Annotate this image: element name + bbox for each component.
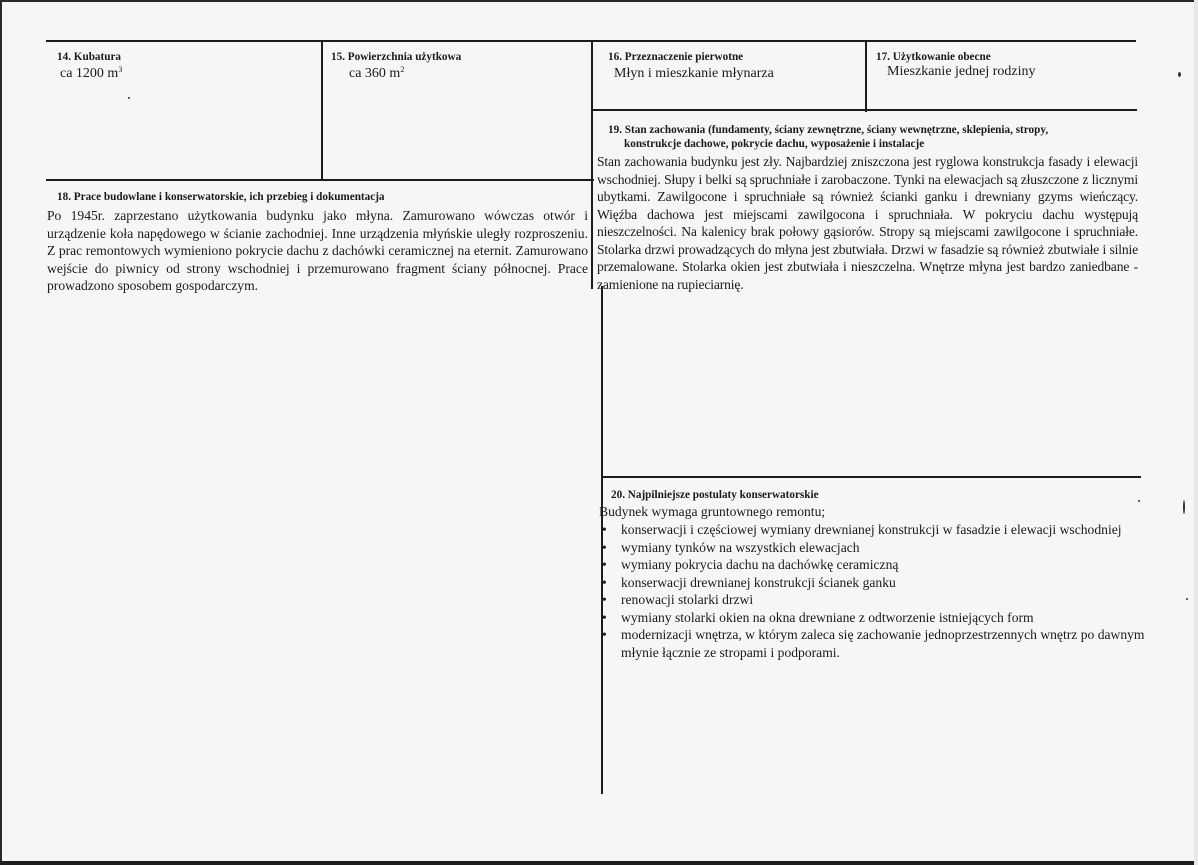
bullet-glyph: • bbox=[602, 592, 607, 607]
rule-divider-15-16 bbox=[591, 41, 593, 289]
field-19-label-line1: 19. Stan zachowania (fundamenty, ściany zewnętrzne, ściany wewnętrzne, sklepienia, stropy, bbox=[608, 124, 1049, 136]
bullet-glyph: • bbox=[602, 557, 607, 572]
scan-edge-top bbox=[0, 0, 1198, 2]
field-20-list bbox=[599, 521, 1149, 661]
scan-speck bbox=[1186, 598, 1188, 600]
field-19-text: Stan zachowania budynku jest zły. Najbardziej zniszczona jest ryglowa konstrukcja fasady i elewacji wschodniej. Słupy i belki są spruchniałe i zarobaczone. Tynki na elewacjach są złuszczone z licznymi ubytkami. Zawilgocone i spruchniałe są również ścianki ganku i drewniany gzyms wieńczący. Więźba dachowa jest miejscami zawilgocona i spruchniała. W pokryciu dachu występują nieszczelności. Na kalenicy brak połowy gąsiorów. Stropy są miejscami zawilgocone i spruchniałe. Stolarka drzwi prowadzących do młyna jest zbutwiała. Drzwi w fasadzie są również zbutwiałe i silnie przemalowane. Stolarka okien jest zbutwiała i nieszczelna. Wnętrze młyna jest bardzo zaniedbane - zamienione na rupieciarnię. bbox=[597, 154, 1138, 292]
list-item-text: modernizacji wnętrza, w którym zaleca się zachowanie jednoprzestrzennych wnętrz po dawnym młynie łącznie ze stropami i podporami. bbox=[621, 627, 1145, 660]
field-17-label: 17. Użytkowanie obecne bbox=[876, 51, 991, 63]
field-18-label: 18. Prace budowlane i konserwatorskie, ich przebieg i dokumentacja bbox=[57, 191, 385, 203]
field-15-unit-exponent: 2 bbox=[400, 65, 405, 74]
field-15-value bbox=[349, 66, 404, 82]
list-item bbox=[599, 591, 1149, 609]
list-item-text: konserwacji i częściowej wymiany drewnianej konstrukcji w fasadzie i elewacji wschodniej bbox=[621, 522, 1122, 537]
field-20-label: 20. Najpilniejsze postulaty konserwatorskie bbox=[611, 489, 819, 501]
field-15-value-text: ca 360 m bbox=[349, 66, 401, 81]
list-item-text: wymiany stolarki okien na okna drewniane z odtworzenie istniejących form bbox=[621, 609, 1034, 625]
list-item-text: wymiany tynków na wszystkich elewacjach bbox=[621, 539, 860, 555]
rule-above-20 bbox=[602, 476, 1141, 478]
rule-above-18 bbox=[46, 179, 594, 181]
rule-divider-16-17 bbox=[865, 41, 867, 112]
field-14-unit-exponent: 3 bbox=[118, 65, 123, 74]
scan-speck bbox=[1178, 72, 1181, 77]
bullet-glyph: • bbox=[602, 539, 607, 555]
scan-speck bbox=[1138, 500, 1140, 502]
field-17-value: Mieszkanie jednej rodziny bbox=[887, 64, 1036, 79]
scan-edge-right bbox=[1194, 0, 1198, 865]
list-item bbox=[599, 556, 1149, 574]
field-14-value-text: ca 1200 m bbox=[60, 66, 119, 81]
field-19-label-line2: konstrukcje dachowe, pokrycie dachu, wyposażenie i instalacje bbox=[624, 138, 925, 150]
rule-divider-14-15 bbox=[321, 41, 323, 181]
field-18-text: Po 1945r. zaprzestano użytkowania budynku jako młyna. Zamurowano wówczas otwór i urządzenie koła napędowego w ścianie zachodniej. Inne urządzenia młyńskie uległy rozproszeniu. Z prac remontowych wymieniono pokrycie dachu z dachówki ceramicznej na eternit. Zamurowano wejście do piwnicy od strony wschodniej i przemurowano fragment ściany północnej. Prace prowadzono sposobem gospodarczym. bbox=[47, 208, 588, 293]
bullet-glyph: • bbox=[602, 574, 607, 590]
list-item bbox=[599, 609, 1149, 627]
rule-under-16-17 bbox=[592, 109, 1137, 111]
field-16-value: Młyn i mieszkanie młynarza bbox=[614, 66, 774, 81]
scan-speck bbox=[128, 97, 130, 99]
list-item-text: konserwacji drewnianej konstrukcji ścianek ganku bbox=[621, 574, 896, 590]
field-15-label: 15. Powierzchnia użytkowa bbox=[331, 51, 462, 63]
scan-speck bbox=[1183, 500, 1185, 514]
bullet-glyph: • bbox=[602, 627, 607, 642]
list-item-text: wymiany pokrycia dachu na dachówkę ceramiczną bbox=[621, 557, 899, 572]
scan-edge-left bbox=[0, 0, 2, 865]
scan-edge-bottom bbox=[0, 861, 1198, 865]
field-14-value bbox=[60, 66, 122, 82]
field-20-intro: Budynek wymaga gruntownego remontu; bbox=[599, 504, 826, 519]
list-item-text: renowacji stolarki drzwi bbox=[621, 592, 754, 607]
list-item bbox=[599, 626, 1149, 661]
field-14-label: 14. Kubatura bbox=[57, 51, 122, 63]
bullet-glyph: • bbox=[602, 522, 607, 537]
list-item bbox=[599, 539, 1149, 557]
list-item bbox=[599, 574, 1149, 592]
field-16-label: 16. Przeznaczenie pierwotne bbox=[608, 51, 744, 63]
bullet-glyph: • bbox=[602, 609, 607, 625]
list-item bbox=[599, 521, 1149, 539]
